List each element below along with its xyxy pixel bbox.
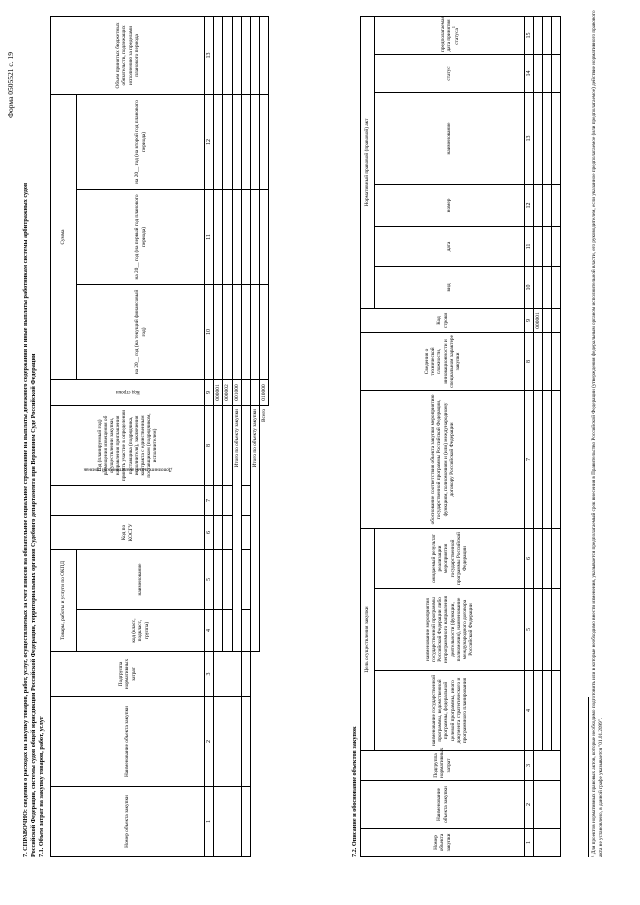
col-analytic: Дополнительный аналитический признак [51, 485, 205, 515]
colnum: 9 [205, 379, 214, 405]
cell-empty[interactable] [241, 379, 250, 405]
cell-empty[interactable] [552, 390, 561, 528]
grand-total-label: Всего [261, 408, 268, 422]
col-goods-name: наименование [77, 549, 205, 609]
cell-empty[interactable] [214, 485, 223, 515]
colnum: 7 [205, 485, 214, 515]
cell-empty[interactable] [214, 515, 223, 549]
cell-empty[interactable] [223, 485, 232, 515]
colnum: 8 [205, 405, 214, 485]
cell-empty[interactable] [241, 652, 250, 697]
col2-act-name: наименование [375, 92, 525, 184]
cell-empty[interactable] [223, 610, 232, 652]
col2-subgroup: Подгруппа нормативных затрат [361, 751, 525, 781]
cell-empty[interactable] [534, 751, 561, 781]
col2-tech-info: Сведения о технической сложности, инновационности и специальном характере закупки [361, 332, 525, 390]
cell-empty[interactable] [260, 16, 269, 94]
cell-empty[interactable] [552, 332, 561, 390]
cell-empty[interactable] [534, 16, 543, 54]
cell-empty[interactable] [534, 671, 543, 751]
cell-empty[interactable] [543, 390, 552, 528]
cell-empty[interactable] [223, 189, 232, 284]
cell-empty[interactable] [260, 189, 269, 284]
spacer [250, 652, 259, 857]
total-object-label: Итого по объекту закупки [232, 405, 241, 651]
cell-empty[interactable] [534, 54, 543, 92]
col2-act-type: вид [375, 266, 525, 308]
cell-empty[interactable] [241, 610, 250, 652]
colnum: 3 [205, 652, 214, 697]
cell-empty[interactable] [534, 528, 543, 588]
col-sum-first: на 20__ год (на первый год планового периода) [77, 189, 205, 284]
cell-empty[interactable] [543, 589, 552, 671]
heading-line-3: 7.1. Объем затрат на закупку товаров, работ, услуг [38, 716, 46, 857]
cell-empty[interactable] [260, 94, 269, 189]
cell-empty[interactable] [223, 284, 232, 379]
colnum: 8 [525, 332, 534, 390]
total-object-code: 001000 [232, 379, 241, 405]
table-row [534, 16, 543, 856]
cell-empty[interactable] [543, 226, 552, 266]
col2-purpose-event: наименование мероприятия государственной программы Российской Федерации либо непрограммного направления деятельности (функции, полномочия), наименование международного договора Российской Федерации [375, 589, 525, 671]
cell-empty[interactable] [543, 92, 552, 184]
col2-normative-act: Нормативный правовой (правовой) акт [361, 16, 375, 308]
cell-empty[interactable] [214, 652, 242, 697]
col-goods-code: код (класс, подкласс, группа) [77, 610, 205, 652]
footnote-rule [588, 697, 589, 857]
cell-empty[interactable] [223, 405, 232, 485]
cell-empty[interactable] [543, 308, 552, 332]
cell-empty[interactable] [534, 332, 543, 390]
grand-total-code: 010000 [260, 379, 269, 405]
cell-empty[interactable] [534, 589, 543, 671]
costs-table [50, 16, 269, 857]
cell-empty[interactable] [232, 189, 241, 284]
colnum: 7 [525, 390, 534, 528]
footnote [588, 7, 605, 857]
cell-empty[interactable] [232, 16, 241, 94]
cell-empty[interactable] [552, 54, 561, 92]
col-sum-second: на 20__ год (на второй год планового периода) [77, 94, 205, 189]
cell-empty[interactable] [552, 671, 561, 751]
cell-empty[interactable] [214, 405, 223, 485]
colnum: 10 [525, 266, 534, 308]
col-kosgu: Код по КОСГУ [51, 515, 205, 549]
col-row-code: Код строки [51, 379, 205, 405]
cell-empty[interactable] [232, 284, 241, 379]
cell-empty[interactable] [543, 671, 552, 751]
table-row [214, 16, 223, 856]
colnum: 2 [525, 781, 534, 829]
colnum: 14 [525, 54, 534, 92]
cell-empty[interactable] [534, 226, 543, 266]
colnum: 9 [525, 308, 534, 332]
col2-justification: обоснование соответствия объекта закупки мероприятию государственной программы Российской Федерации, функциям, полномочиям и (или) международному договору Российской Федерации [361, 390, 525, 528]
cell-empty[interactable] [241, 284, 250, 379]
colnum: 15 [525, 16, 534, 54]
row-code-blank [250, 379, 259, 405]
colnum: 3 [525, 751, 534, 781]
colnum: 10 [205, 284, 214, 379]
cell-empty[interactable] [543, 54, 552, 92]
footnote-text: ¹ Для проектов нормативных правовых актов, которые необходимо подготовить или в которые необходимо внести изменения, указывается предполагаемый срок внесения в Правительство Российской Федерации (утверждения федеральным органом исполнительной власти, его руководителем, если указанное предполагаемое (или предполагаемое) действие нормативного правового акта не установлено, в данной графе указывается "01.01.2099". [591, 10, 604, 857]
heading-line-1: 7. СПРАВОЧНО: сведения о расходах на закупку товаров, работ, услуг, осуществляемых за счет взносов на обязательное социальное страхование на выплаты денежного содержания и иные выплаты работникам системы арбитражных судов [22, 182, 29, 857]
cell-empty[interactable] [214, 16, 223, 94]
cell-empty[interactable] [223, 94, 232, 189]
cell-empty[interactable] [552, 589, 561, 671]
colnum: 6 [525, 528, 534, 588]
col-sum-current: на 20__ год (на текущий финансовый год) [77, 284, 205, 379]
cell-empty[interactable] [552, 16, 561, 54]
total-object-label: Итого по объекту закупки [250, 405, 259, 651]
cell-empty[interactable] [223, 549, 232, 609]
col2-act-status-date: предполагаемая дата принятия статуса$^1$ [375, 16, 525, 54]
colnum: 13 [205, 16, 214, 94]
cell-empty[interactable] [552, 528, 561, 588]
colnum: 12 [525, 184, 534, 226]
colnum: 12 [205, 94, 214, 189]
cell-empty[interactable] [241, 515, 250, 549]
colnum: 1 [205, 787, 214, 857]
table2-title: 7.2. Описание и обоснование объектов закупок [351, 726, 358, 857]
cell-empty[interactable] [241, 189, 250, 284]
cell-empty[interactable] [534, 184, 543, 226]
col2-act-date: дата [375, 226, 525, 266]
cell-empty[interactable] [250, 189, 259, 284]
cell-empty[interactable] [552, 226, 561, 266]
cell-empty[interactable] [552, 308, 561, 332]
table2-column-numbers [525, 16, 534, 856]
cell-empty[interactable] [543, 528, 552, 588]
cell-empty[interactable] [214, 284, 223, 379]
col2-act-status: статус [375, 54, 525, 92]
col2-act-number: номер [375, 184, 525, 226]
cell-empty[interactable] [250, 284, 259, 379]
colnum: 6 [205, 515, 214, 549]
col-object-number: Номер объекта закупки [51, 787, 205, 857]
table1-column-numbers [205, 16, 214, 856]
cell-empty[interactable] [214, 94, 223, 189]
col2-object-number: Номер объекта закупки [361, 829, 525, 857]
cell-empty[interactable] [552, 92, 561, 184]
cell-empty[interactable] [552, 266, 561, 308]
colnum: 11 [205, 189, 214, 284]
colnum: 13 [525, 92, 534, 184]
table-row [241, 16, 250, 856]
cell-empty[interactable] [214, 697, 242, 787]
form-code: Форма 0505521 с. 19 [6, 52, 15, 118]
cell-empty[interactable] [214, 549, 223, 609]
col-sum: Сумма [51, 94, 77, 379]
cell-empty[interactable] [241, 16, 250, 94]
cell-empty[interactable] [223, 16, 232, 94]
table-row [552, 16, 561, 856]
cell-empty[interactable] [534, 92, 543, 184]
colnum: 5 [525, 589, 534, 671]
cell-empty[interactable] [250, 16, 259, 94]
colnum: 2 [205, 697, 214, 787]
col2-object-name: Наименование объекта закупки [361, 781, 525, 829]
col-object-name: Наименование объекта закупки [51, 697, 205, 787]
cell-empty[interactable] [534, 390, 543, 528]
colnum: 1 [525, 829, 534, 857]
row-code: 000001 [214, 379, 223, 405]
col-year: Год (планируемый год) размещения извещения об осуществлении закупки, направления приглашения принять участие в определении поставщика (подрядчика, исполнителя), заключения контракта с единственным поставщиком (подрядчиком, исполнителем) [51, 405, 205, 485]
table-row-grand-total [260, 16, 269, 856]
row-code: 000002 [223, 379, 232, 405]
col2-purpose: Цель осуществления закупки [361, 528, 375, 750]
cell-empty[interactable] [214, 189, 223, 284]
table-row [543, 16, 552, 856]
cell-empty[interactable] [214, 787, 242, 857]
col2-purpose-program: наименование государственной программы, ведомственной программы, федеральной целевой программы, иного документа стратегического и программного планирования [375, 671, 525, 751]
col2-purpose-result: ожидаемый результат реализации мероприятия государственной программы Российской Федерации [375, 528, 525, 588]
cell-empty[interactable] [534, 781, 561, 829]
section-heading [22, 57, 46, 857]
cell-empty[interactable] [241, 697, 250, 787]
objects-description-table [360, 16, 561, 857]
col-subgroup: Подгруппа нормативных затрат [51, 652, 205, 697]
row-code: 000001 [534, 308, 543, 332]
col-obligations: Объем принятых бюджетных обязательств, подлежащих исполнению за пределами планового периода [51, 16, 205, 94]
cell-empty[interactable] [241, 94, 250, 189]
cell-empty[interactable] [232, 94, 241, 189]
cell-empty[interactable] [534, 266, 543, 308]
cell-empty[interactable] [260, 284, 269, 379]
cell-empty[interactable] [214, 610, 223, 652]
cell-empty[interactable] [552, 184, 561, 226]
col2-row-code: Код строки [361, 308, 525, 332]
cell-empty[interactable] [223, 515, 232, 549]
cell-empty[interactable] [250, 94, 259, 189]
cell-empty[interactable] [241, 405, 250, 485]
cell-empty[interactable] [241, 549, 250, 609]
cell-empty[interactable] [241, 485, 250, 515]
cell-empty[interactable] [543, 332, 552, 390]
heading-line-2: Российской Федерации, системы судов общей юрисдикции Российской Федерации, территориальных органов Судебного департамента при Верховном Суде Российской Федерации [30, 353, 38, 857]
colnum: 4 [525, 671, 534, 751]
cell-empty[interactable] [543, 266, 552, 308]
cell-empty[interactable] [543, 16, 552, 54]
colnum: 4 [205, 610, 214, 652]
colnum: 5 [205, 549, 214, 609]
col-goods-group: Товары, работы и услуги по ОКПД [51, 549, 77, 651]
cell-empty[interactable] [241, 787, 250, 857]
colnum: 11 [525, 226, 534, 266]
cell-empty[interactable] [543, 184, 552, 226]
cell-empty[interactable] [534, 829, 561, 857]
table-row-total-object [250, 16, 259, 856]
